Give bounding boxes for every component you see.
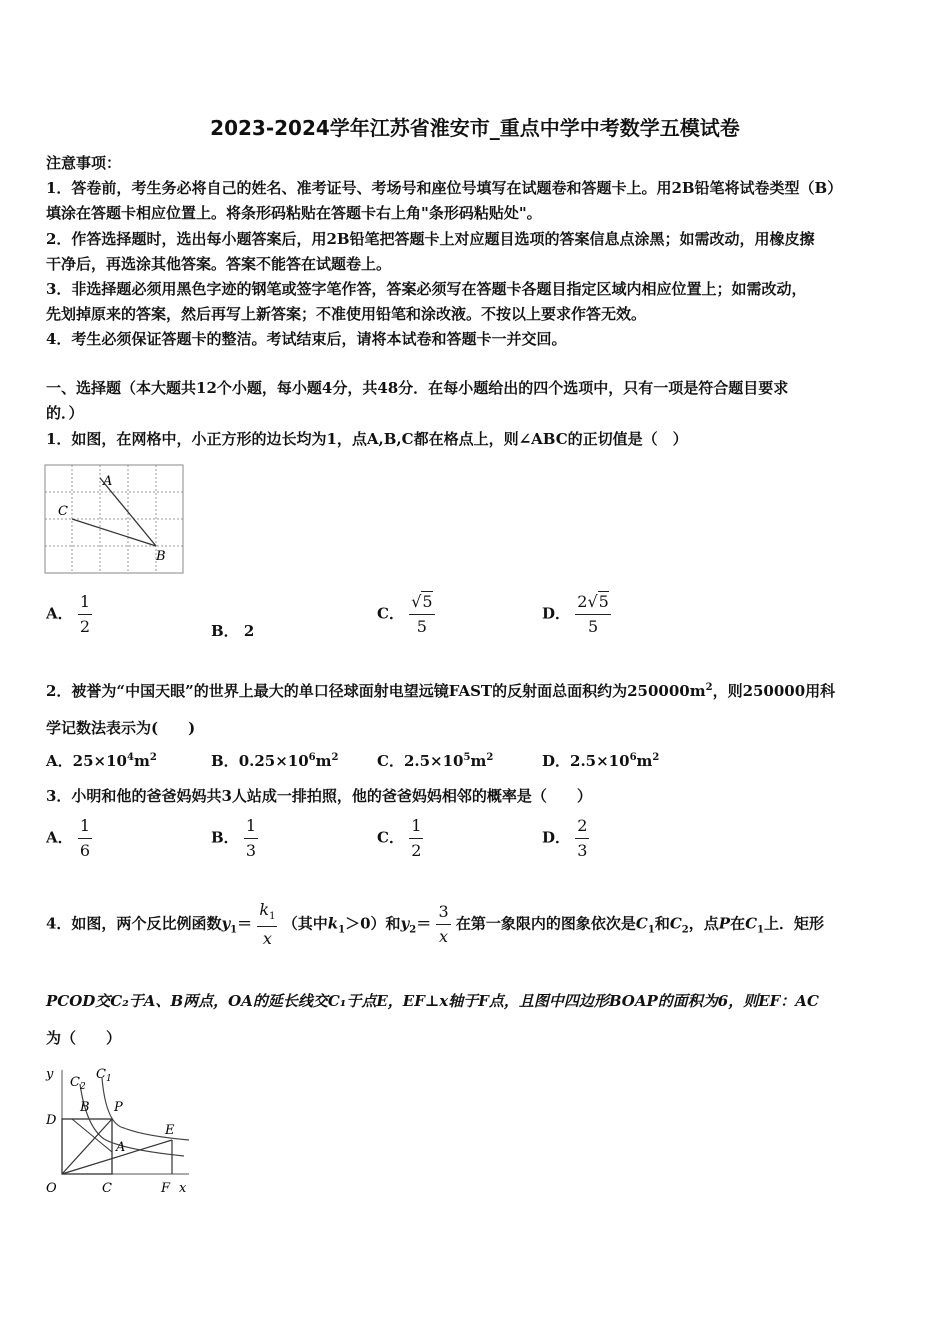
point-c-label: C [102, 1181, 112, 1196]
fraction: $\frac{1}{3}$ [245, 816, 257, 860]
fraction: $\frac{3}{x}$ [438, 902, 449, 947]
axis-y-label: y [46, 1067, 54, 1082]
q3-stem: 3．小明和他的爸爸妈妈共3人站成一排拍照，他的爸爸妈妈相邻的概率是（ ） [46, 787, 592, 805]
curve-c1-label: $C_1$ [96, 1067, 112, 1084]
notice-line: 先划掉原来的答案，然后再写上新答案；不准使用铅笔和涂改液。不按以上要求作答无效。 [46, 305, 647, 323]
point-a-label: A [103, 474, 113, 489]
q1-option-a[interactable]: A． $\frac{1}{2}$ [46, 592, 91, 636]
q3-option-c[interactable]: C． $\frac{1}{2}$ [377, 816, 422, 860]
fraction: $\frac{2√5}{5}$ [577, 592, 609, 636]
q2-option-b[interactable]: B．$0.25\times 10^6m^2$ [211, 752, 339, 770]
point-b-label: B [80, 1100, 90, 1115]
q2-option-c[interactable]: C．$2.5\times 10^5m^2$ [377, 752, 494, 770]
point-e-label: E [165, 1123, 175, 1138]
q1-option-d[interactable]: D． $\frac{2√5}{5}$ [542, 592, 609, 636]
fraction: $\frac{1}{6}$ [79, 816, 91, 860]
fraction: $\frac{√5}{5}$ [411, 592, 433, 636]
q4-stem: 4．如图，两个反比例函数$y_1=$ $\frac{k_1}{x}$ （其中$k_1>0$）和$y_2=$ $\frac{3}{x}$ 在第一象限内的图象依次是$C_1$和$C_2$，点P在$C_1$上．矩形 [46, 900, 825, 949]
point-a-label: A [116, 1140, 126, 1155]
fraction: $\frac{2}{3}$ [577, 816, 588, 860]
q1-option-c[interactable]: C． $\frac{√5}{5}$ [377, 592, 433, 636]
point-b-label: B [156, 549, 166, 564]
notice-line: 4．考生必须保证答题卡的整洁。考试结束后，请将本试卷和答题卡一并交回。 [46, 330, 567, 348]
fraction: $\frac{k_1}{x}$ [259, 900, 276, 949]
q2-stem-cont: 学记数法表示为( ) [46, 719, 196, 737]
q2-stem: 2．被誉为“中国天眼”的世界上最大的单口径球面射电望远镜FAST的反射面总面积约为$250000m^2$，则250000用科 [46, 682, 836, 700]
q3-option-b[interactable]: B． $\frac{1}{3}$ [211, 816, 257, 860]
q2-option-d[interactable]: D．$2.5\times 10^6m^2$ [542, 752, 660, 770]
axis-x-label: x [179, 1181, 187, 1196]
q2-option-a[interactable]: A．$25\times 10^4m^2$ [46, 752, 157, 770]
q1-grid-figure [44, 464, 186, 576]
notice-line: 3．非选择题必须用黑色字迹的钢笔或签字笔作答，答案必须写在答题卡各题目指定区域内相应位置上；如需改动， [46, 280, 807, 298]
notice-line: 1．答卷前，考生务必将自己的姓名、准考证号、考场号和座位号填写在试题卷和答题卡上。用2B铅笔将试卷类型（B） [46, 179, 843, 197]
point-d-label: D [46, 1113, 57, 1128]
point-p-label: P [114, 1100, 123, 1115]
q1-option-b[interactable]: B． 2 [211, 622, 255, 640]
fraction: $\frac{1}{2}$ [79, 592, 91, 636]
section-heading-cont: 的．） [46, 404, 84, 422]
curve-c2 [80, 1084, 184, 1156]
q4-graph-figure [44, 1064, 192, 1200]
fraction: $\frac{1}{2}$ [411, 816, 422, 860]
point-f-label: F [161, 1181, 171, 1196]
q4-stem-cont: PCOD交C₂于A、B两点，OA的延长线交C₁于点E，EF⊥x轴于F点，且图中四边形BOAP的面积为6，则EF：AC [46, 992, 819, 1010]
section-heading: 一、选择题（本大题共12个小题，每小题4分，共48分．在每小题给出的四个选项中，只有一项是符合题目要求 [46, 379, 789, 397]
origin-label: O [46, 1181, 57, 1196]
point-c-label: C [58, 504, 68, 519]
curve-c2-label: $C_2$ [70, 1075, 86, 1092]
segment-cb [72, 519, 156, 546]
q3-option-a[interactable]: A． $\frac{1}{6}$ [46, 816, 91, 860]
q1-stem: 1．如图，在网格中，小正方形的边长均为1，点A,B,C都在格点上，则∠ABC的正切值是（ ） [46, 430, 688, 448]
notice-heading: 注意事项： [46, 154, 122, 172]
notice-line: 填涂在答题卡相应位置上。将条形码粘贴在答题卡右上角"条形码粘贴处"。 [46, 204, 542, 222]
q3-option-d[interactable]: D． $\frac{2}{3}$ [542, 816, 588, 860]
page-title: 2023-2024学年江苏省淮安市_重点中学中考数学五模试卷 [210, 116, 740, 140]
notice-line: 2．作答选择题时，选出每小题答案后，用2B铅笔把答题卡上对应题目选项的答案信息点涂黑；如需改动，用橡皮擦 [46, 230, 815, 248]
q4-stem-end: 为（ ） [46, 1029, 122, 1047]
notice-line: 干净后，再选涂其他答案。答案不能答在试题卷上。 [46, 255, 392, 273]
